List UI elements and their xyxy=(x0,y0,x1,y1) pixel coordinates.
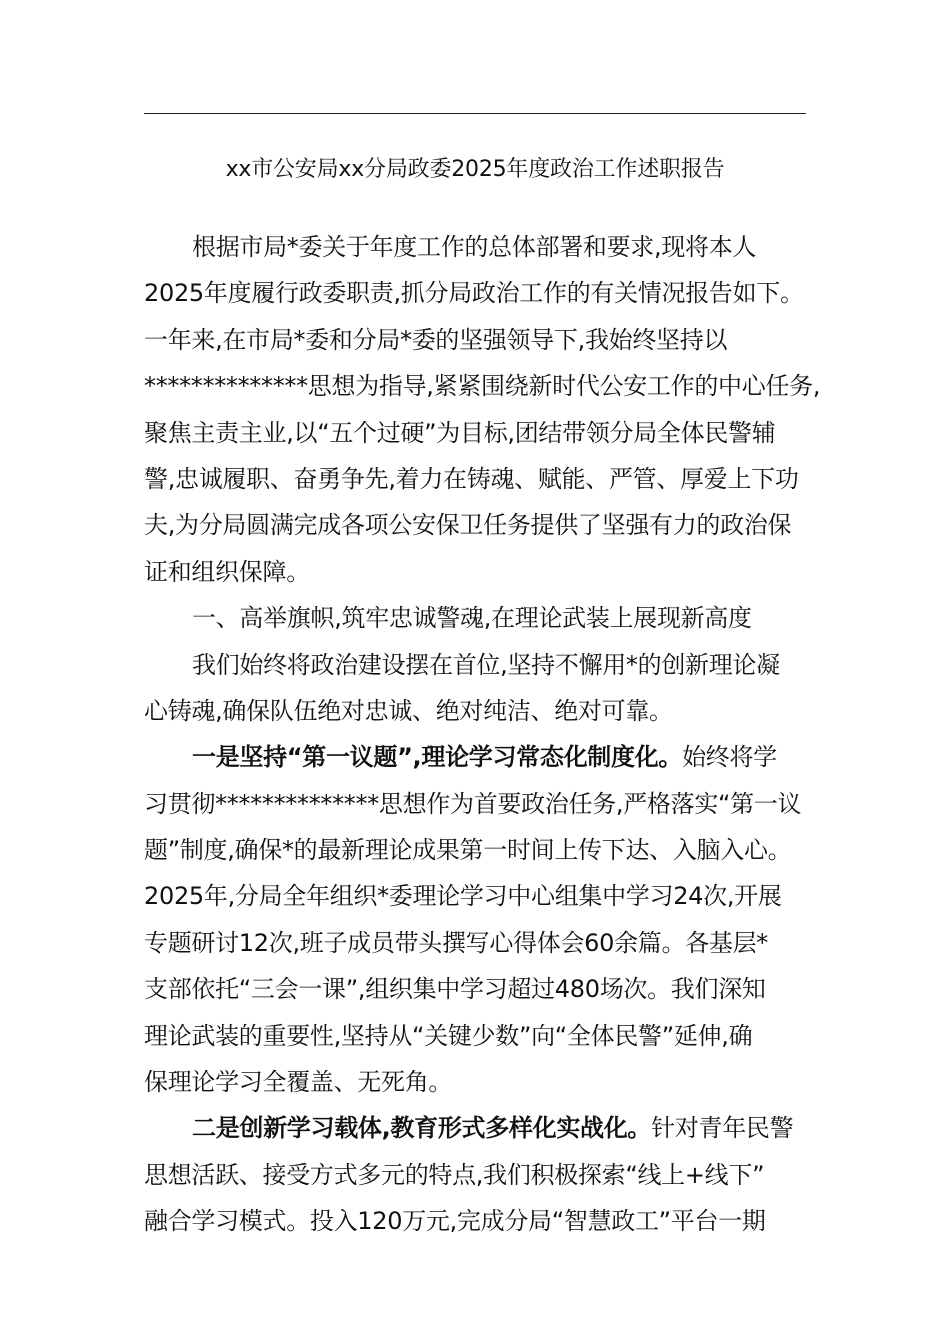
paragraph-line: 心铸魂,确保队伍绝对忠诚、绝对纯洁、绝对可靠。 xyxy=(144,696,673,725)
paragraph-line xyxy=(144,734,806,780)
paragraph-line: 融合学习模式。投入120万元,完成分局“智慧政工”平台一期 xyxy=(144,1207,766,1236)
paragraph-line: 理论武装的重要性,坚持从“关键少数”向“全体民警”延伸,确 xyxy=(144,1021,753,1050)
paragraph-line: 保理论学习全覆盖、无死角。 xyxy=(144,1068,453,1097)
paragraph-line: 聚焦主责主业,以“五个过硬”为目标,团结带领分局全体民警辅 xyxy=(144,418,776,447)
paragraph-line xyxy=(144,1105,806,1151)
paragraph-line: 习贯彻**************思想作为首要政治任务,严格落实“第一议 xyxy=(144,789,802,818)
paragraph-line: 警,忠诚履职、奋勇争先,着力在铸魂、赋能、严管、厚爱上下功 xyxy=(144,464,799,493)
point-heading: 二是创新学习载体,教育形式多样化实战化。 xyxy=(192,1114,652,1143)
paragraph-line: 题”制度,确保*的最新理论成果第一时间上传下达、入脑入心。 xyxy=(144,836,792,865)
paragraph-line: 根据市局*委关于年度工作的总体部署和要求,现将本人 xyxy=(192,233,757,261)
paragraph-line: 专题研讨12次,班子成员带头撰写心得体会60余篇。各基层* xyxy=(144,928,769,957)
section-heading: 一、高举旗帜,筑牢忠诚警魂,在理论武装上展现新高度 xyxy=(192,604,752,633)
paragraph-line: 证和组织保障。 xyxy=(144,557,310,586)
point-heading: 一是坚持“第一议题”,理论学习常态化制度化。 xyxy=(192,743,683,772)
document-title: xx市公安局xx分局政委2025年度政治工作述职报告 xyxy=(225,157,725,182)
point-text: 始终将学 xyxy=(682,743,777,772)
paragraph-line: 一年来,在市局*委和分局*委的坚强领导下,我始终坚持以 xyxy=(144,325,728,354)
paragraph-line: 我们始终将政治建设摆在首位,坚持不懈用*的创新理论凝 xyxy=(192,650,780,679)
paragraph-line: 思想活跃、接受方式多元的特点,我们积极探索“线上+线下” xyxy=(144,1160,765,1189)
header-rule xyxy=(144,113,806,114)
paragraph-line: 支部依托“三会一课”,组织集中学习超过480场次。我们深知 xyxy=(144,975,766,1004)
paragraph-line: 2025年,分局全年组织*委理论学习中心组集中学习24次,开展 xyxy=(144,882,782,911)
document-body xyxy=(144,224,821,1245)
point-text: 针对青年民警 xyxy=(651,1114,794,1143)
paragraph-line: 2025年度履行政委职责,抓分局政治工作的有关情况报告如下。 xyxy=(144,279,804,308)
paragraph-line: 夫,为分局圆满完成各项公安保卫任务提供了坚强有力的政治保 xyxy=(144,511,792,540)
paragraph-line: **************思想为指导,紧紧围绕新时代公安工作的中心任务, xyxy=(144,372,821,401)
